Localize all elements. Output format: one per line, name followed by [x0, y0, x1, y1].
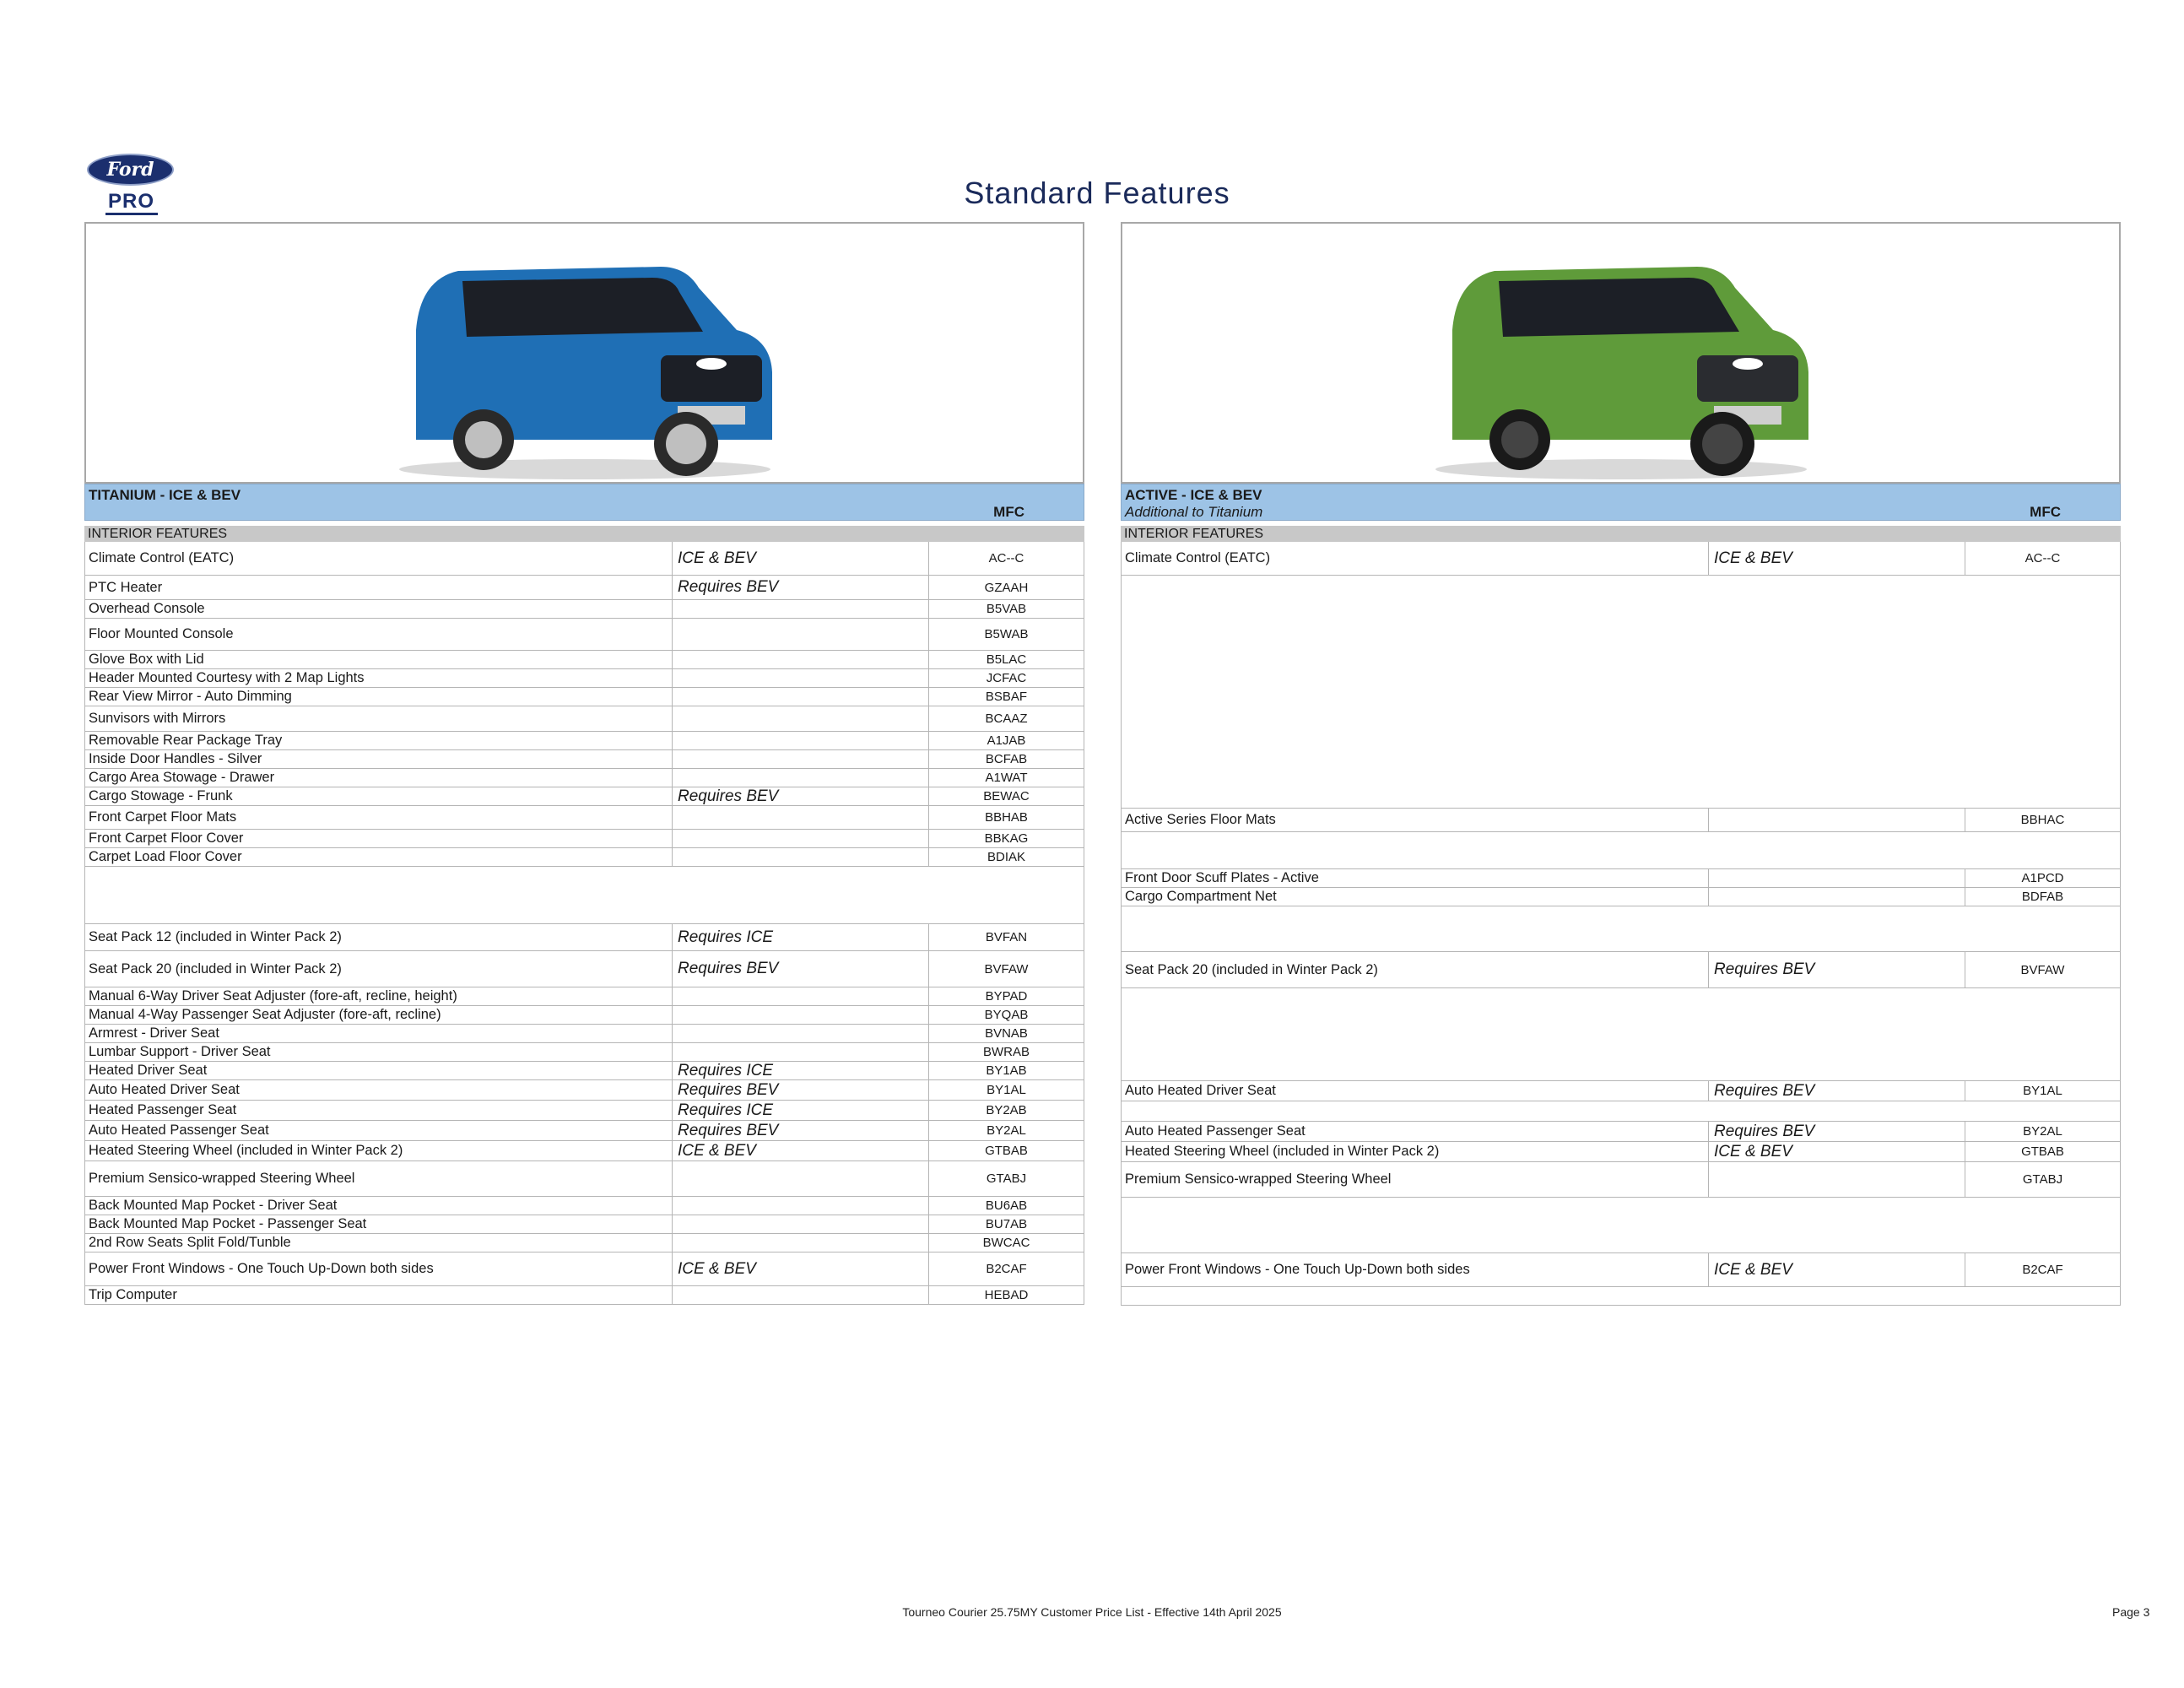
feature-name: Heated Steering Wheel (included in Winter Pack 2)	[1121, 1142, 1708, 1161]
pro-wordmark: PRO	[105, 191, 158, 215]
table-row	[84, 1252, 1084, 1286]
mfc-code: GTBAB	[1965, 1142, 2121, 1161]
mfc-code: B2CAF	[1965, 1253, 2121, 1286]
feature-name: Active Series Floor Mats	[1121, 809, 1708, 831]
table-row	[84, 576, 1084, 600]
mfc-code: BDIAK	[928, 848, 1084, 866]
mfc-code: JCFAC	[928, 669, 1084, 687]
table-row	[1121, 952, 2121, 988]
table-row	[1121, 888, 2121, 906]
feature-name: Auto Heated Driver Seat	[1121, 1081, 1708, 1101]
ford-oval-logo: Ford	[87, 154, 174, 186]
mfc-code: BY1AL	[1965, 1081, 2121, 1101]
table-row	[84, 1197, 1084, 1215]
feature-name: Rear View Mirror - Auto Dimming	[84, 688, 672, 706]
mfc-code: BY2AL	[1965, 1122, 2121, 1141]
requirement-note	[672, 669, 928, 687]
requirement-note	[672, 1286, 928, 1304]
mfc-code: A1JAB	[928, 732, 1084, 749]
section-heading: INTERIOR FEATURES	[1121, 526, 2121, 542]
feature-name: Trip Computer	[84, 1286, 672, 1304]
table-row	[84, 1025, 1084, 1043]
mfc-column-label: MFC	[2030, 504, 2061, 520]
table-row	[84, 688, 1084, 706]
requirement-note: ICE & BEV	[1708, 1253, 1965, 1286]
table-row	[84, 1101, 1084, 1121]
feature-name: Heated Driver Seat	[84, 1062, 672, 1079]
requirement-note	[672, 750, 928, 768]
table-spacer-row	[1121, 1101, 2121, 1122]
feature-name: Back Mounted Map Pocket - Passenger Seat	[84, 1215, 672, 1233]
mfc-code: A1WAT	[928, 769, 1084, 787]
titanium-header-bar	[84, 484, 1084, 521]
requirement-note	[672, 1006, 928, 1024]
requirement-note: Requires BEV	[672, 951, 928, 987]
requirement-note	[672, 806, 928, 829]
table-row	[1121, 809, 2121, 832]
feature-name: Premium Sensico-wrapped Steering Wheel	[84, 1161, 672, 1196]
table-row	[1121, 1253, 2121, 1287]
requirement-note	[672, 651, 928, 668]
table-row	[84, 987, 1084, 1006]
table-row	[84, 951, 1084, 987]
table-row	[84, 1121, 1084, 1141]
feature-name: Cargo Area Stowage - Drawer	[84, 769, 672, 787]
titanium-panel	[84, 222, 1084, 1305]
feature-name: Inside Door Handles - Silver	[84, 750, 672, 768]
mfc-code: AC--C	[928, 542, 1084, 575]
requirement-note: Requires BEV	[1708, 1081, 1965, 1101]
mfc-code: BYQAB	[928, 1006, 1084, 1024]
table-row	[1121, 1122, 2121, 1142]
table-row	[1121, 542, 2121, 576]
feature-name: Front Door Scuff Plates - Active	[1121, 869, 1708, 887]
requirement-note: Requires ICE	[672, 924, 928, 950]
requirement-note	[672, 706, 928, 731]
feature-name: Manual 6-Way Driver Seat Adjuster (fore-aft, recline, height)	[84, 987, 672, 1005]
table-row	[84, 1141, 1084, 1161]
table-row	[84, 600, 1084, 619]
mfc-code: BBHAB	[928, 806, 1084, 829]
active-panel	[1121, 222, 2121, 1306]
table-row	[84, 1006, 1084, 1025]
table-row	[84, 806, 1084, 830]
trim-name: ACTIVE - ICE & BEV	[1125, 487, 1262, 503]
feature-name: Removable Rear Package Tray	[84, 732, 672, 749]
mfc-code: HEBAD	[928, 1286, 1084, 1304]
requirement-note: Requires BEV	[1708, 1122, 1965, 1141]
trim-subtitle: Additional to Titanium	[1125, 504, 1263, 520]
feature-name: Floor Mounted Console	[84, 619, 672, 650]
mfc-code: BYPAD	[928, 987, 1084, 1005]
requirement-note: Requires BEV	[672, 576, 928, 599]
mfc-column-label: MFC	[993, 504, 1024, 520]
feature-name: Sunvisors with Mirrors	[84, 706, 672, 731]
mfc-code: GZAAH	[928, 576, 1084, 599]
table-row	[84, 542, 1084, 576]
table-row	[84, 619, 1084, 651]
requirement-note: ICE & BEV	[672, 1141, 928, 1160]
mfc-code: BBHAC	[1965, 809, 2121, 831]
table-row	[84, 1234, 1084, 1252]
section-heading: INTERIOR FEATURES	[84, 526, 1084, 542]
table-row	[84, 924, 1084, 951]
mfc-code: BU6AB	[928, 1197, 1084, 1215]
requirement-note	[672, 1025, 928, 1042]
feature-name: Power Front Windows - One Touch Up-Down both sides	[84, 1252, 672, 1285]
green-van-image	[1419, 229, 1824, 482]
table-spacer-row	[1121, 1198, 2121, 1253]
requirement-note: Requires BEV	[672, 1080, 928, 1100]
table-spacer-row	[84, 867, 1084, 924]
feature-name: Auto Heated Passenger Seat	[1121, 1122, 1708, 1141]
feature-table	[84, 542, 1084, 1305]
mfc-code: BVFAW	[928, 951, 1084, 987]
mfc-code: BY2AL	[928, 1121, 1084, 1140]
mfc-code: B5VAB	[928, 600, 1084, 618]
mfc-code: A1PCD	[1965, 869, 2121, 887]
feature-name: PTC Heater	[84, 576, 672, 599]
requirement-note: Requires ICE	[672, 1101, 928, 1120]
footer-text: Tourneo Courier 25.75MY Customer Price List - Effective 14th April 2025	[902, 1605, 1282, 1619]
mfc-code: BVFAN	[928, 924, 1084, 950]
feature-name: Cargo Compartment Net	[1121, 888, 1708, 906]
table-row	[1121, 869, 2121, 888]
feature-name: Power Front Windows - One Touch Up-Down both sides	[1121, 1253, 1708, 1286]
mfc-code: BVNAB	[928, 1025, 1084, 1042]
mfc-code: BBKAG	[928, 830, 1084, 847]
requirement-note: Requires BEV	[672, 787, 928, 805]
feature-name: Carpet Load Floor Cover	[84, 848, 672, 866]
table-row	[84, 1043, 1084, 1062]
table-row	[84, 1161, 1084, 1197]
requirement-note: Requires ICE	[672, 1062, 928, 1079]
mfc-code: BY1AB	[928, 1062, 1084, 1079]
table-row	[84, 732, 1084, 750]
requirement-note	[672, 732, 928, 749]
feature-name: Heated Steering Wheel (included in Winter Pack 2)	[84, 1141, 672, 1160]
requirement-note: Requires BEV	[1708, 952, 1965, 987]
table-spacer-row	[1121, 906, 2121, 952]
requirement-note	[672, 1234, 928, 1252]
requirement-note	[672, 987, 928, 1005]
mfc-code: BEWAC	[928, 787, 1084, 805]
requirement-note	[672, 1161, 928, 1196]
requirement-note	[672, 688, 928, 706]
feature-name: Armrest - Driver Seat	[84, 1025, 672, 1042]
mfc-code: BDFAB	[1965, 888, 2121, 906]
mfc-code: B5WAB	[928, 619, 1084, 650]
feature-name: Seat Pack 20 (included in Winter Pack 2)	[84, 951, 672, 987]
requirement-note	[672, 619, 928, 650]
table-spacer-row	[1121, 832, 2121, 869]
requirement-note	[1708, 1162, 1965, 1197]
feature-name: Front Carpet Floor Cover	[84, 830, 672, 847]
feature-name: Auto Heated Passenger Seat	[84, 1121, 672, 1140]
feature-name: Header Mounted Courtesy with 2 Map Lights	[84, 669, 672, 687]
feature-name: Cargo Stowage - Frunk	[84, 787, 672, 805]
requirement-note	[672, 769, 928, 787]
table-row	[84, 1286, 1084, 1305]
blue-van-image	[382, 229, 787, 482]
page-number: Page 3	[2112, 1605, 2150, 1619]
requirement-note	[672, 1197, 928, 1215]
table-row	[84, 706, 1084, 732]
feature-name: Climate Control (EATC)	[1121, 542, 1708, 575]
mfc-code: BWRAB	[928, 1043, 1084, 1061]
feature-name: Seat Pack 12 (included in Winter Pack 2)	[84, 924, 672, 950]
table-row	[84, 669, 1084, 688]
table-row	[84, 1080, 1084, 1101]
requirement-note: Requires BEV	[672, 1121, 928, 1140]
feature-name: Glove Box with Lid	[84, 651, 672, 668]
table-row	[84, 848, 1084, 867]
mfc-code: BSBAF	[928, 688, 1084, 706]
mfc-code: BCFAB	[928, 750, 1084, 768]
page-title: Standard Features	[964, 176, 1230, 210]
table-row	[84, 1215, 1084, 1234]
mfc-code: GTBAB	[928, 1141, 1084, 1160]
trim-name: TITANIUM - ICE & BEV	[89, 487, 241, 503]
mfc-code: BU7AB	[928, 1215, 1084, 1233]
requirement-note	[1708, 809, 1965, 831]
table-row	[84, 787, 1084, 806]
feature-name: 2nd Row Seats Split Fold/Tunble	[84, 1234, 672, 1252]
table-row	[84, 830, 1084, 848]
table-row	[84, 769, 1084, 787]
table-spacer-row	[1121, 1287, 2121, 1306]
table-row	[1121, 1162, 2121, 1198]
table-row	[84, 651, 1084, 669]
active-vehicle-photo	[1121, 222, 2121, 484]
feature-name: Lumbar Support - Driver Seat	[84, 1043, 672, 1061]
feature-name: Climate Control (EATC)	[84, 542, 672, 575]
feature-name: Manual 4-Way Passenger Seat Adjuster (fore-aft, recline)	[84, 1006, 672, 1024]
requirement-note: ICE & BEV	[1708, 1142, 1965, 1161]
feature-name: Back Mounted Map Pocket - Driver Seat	[84, 1197, 672, 1215]
mfc-code: GTABJ	[928, 1161, 1084, 1196]
active-header-bar	[1121, 484, 2121, 521]
feature-table	[1121, 542, 2121, 1306]
table-spacer-row	[1121, 988, 2121, 1081]
table-row	[84, 1062, 1084, 1080]
feature-name: Front Carpet Floor Mats	[84, 806, 672, 829]
feature-name: Heated Passenger Seat	[84, 1101, 672, 1120]
requirement-note	[672, 1215, 928, 1233]
requirement-note	[672, 848, 928, 866]
table-spacer-row	[1121, 576, 2121, 809]
requirement-note	[672, 600, 928, 618]
requirement-note: ICE & BEV	[1708, 542, 1965, 575]
feature-name: Auto Heated Driver Seat	[84, 1080, 672, 1100]
mfc-code: GTABJ	[1965, 1162, 2121, 1197]
mfc-code: BWCAC	[928, 1234, 1084, 1252]
mfc-code: BCAAZ	[928, 706, 1084, 731]
mfc-code: BY2AB	[928, 1101, 1084, 1120]
titanium-vehicle-photo	[84, 222, 1084, 484]
mfc-code: B2CAF	[928, 1252, 1084, 1285]
requirement-note	[672, 1043, 928, 1061]
mfc-code: B5LAC	[928, 651, 1084, 668]
mfc-code: AC--C	[1965, 542, 2121, 575]
requirement-note	[672, 830, 928, 847]
mfc-code: BY1AL	[928, 1080, 1084, 1100]
feature-name: Seat Pack 20 (included in Winter Pack 2)	[1121, 952, 1708, 987]
feature-name: Overhead Console	[84, 600, 672, 618]
table-row	[1121, 1081, 2121, 1101]
requirement-note: ICE & BEV	[672, 1252, 928, 1285]
requirement-note: ICE & BEV	[672, 542, 928, 575]
requirement-note	[1708, 888, 1965, 906]
requirement-note	[1708, 869, 1965, 887]
mfc-code: BVFAW	[1965, 952, 2121, 987]
table-row	[84, 750, 1084, 769]
feature-name: Premium Sensico-wrapped Steering Wheel	[1121, 1162, 1708, 1197]
table-row	[1121, 1142, 2121, 1162]
